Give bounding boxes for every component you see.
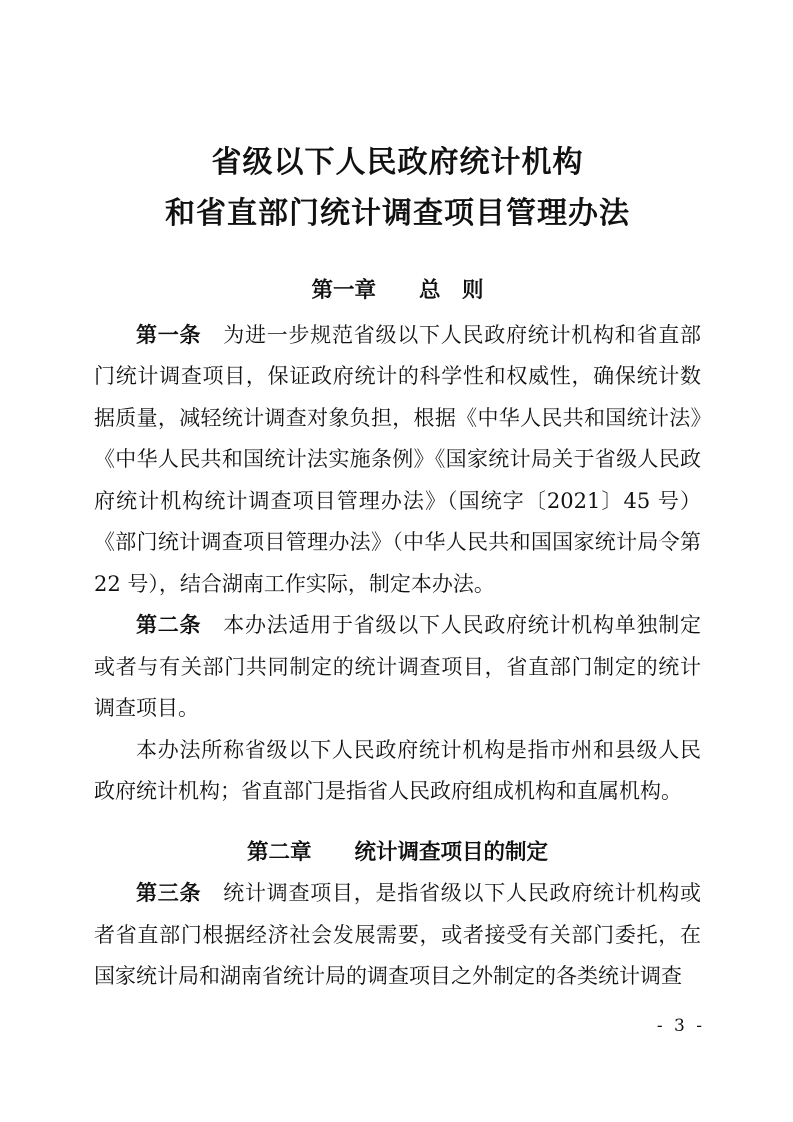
article-1-paragraph [94, 315, 701, 606]
article-1-text: 为进一步规范省级以下人民政府统计机构和省直部门统计调查项目，保证政府统计的科学性和权威性，确保统计数据质量，减轻统计调查对象负担，根据《中华人民共和国统计法》《中华人民共和国统计法实施条例》《国家统计局关于省级人民政府统计机构统计调查项目管理办法》（国统字〔2021〕45 号）《部门统计调查项目管理办法》（中华人民共和国国家统计局令第 22 号），结合湖南工作实际，制定本办法。 [94, 322, 701, 596]
page-number: - 3 - [656, 1016, 705, 1036]
document-title-line-2: 和省直部门统计调查项目管理办法 [165, 196, 630, 231]
article-2-paragraph [94, 605, 701, 730]
document-title [94, 0, 701, 239]
article-2-continuation-paragraph [94, 730, 701, 813]
article-3-label: 第三条 [136, 881, 202, 905]
article-2-text: 本办法适用于省级以下人民政府统计机构单独制定或者与有关部门共同制定的统计调查项目，省直部门制定的统计调查项目。 [94, 613, 701, 720]
article-1-label: 第一条 [136, 322, 202, 347]
document-title-line-1: 省级以下人民政府统计机构 [211, 145, 584, 180]
article-2-continuation-text: 本办法所称省级以下人民政府统计机构是指市州和县级人民政府统计机构；省直部门是指省人民政府组成机构和直属机构。 [94, 737, 701, 803]
chapter-1-heading: 第一章 总 则 [311, 278, 484, 303]
article-2-label: 第二条 [136, 613, 202, 637]
article-3-text: 统计调查项目，是指省级以下人民政府统计机构或者省直部门根据经济社会发展需要，或者接受有关部门委托，在国家统计局和湖南省统计局的调查项目之外制定的各类统计调查 [94, 881, 701, 988]
article-3-paragraph [94, 873, 701, 998]
chapter-2-heading: 第二章 统计调查项目的制定 [246, 839, 548, 865]
